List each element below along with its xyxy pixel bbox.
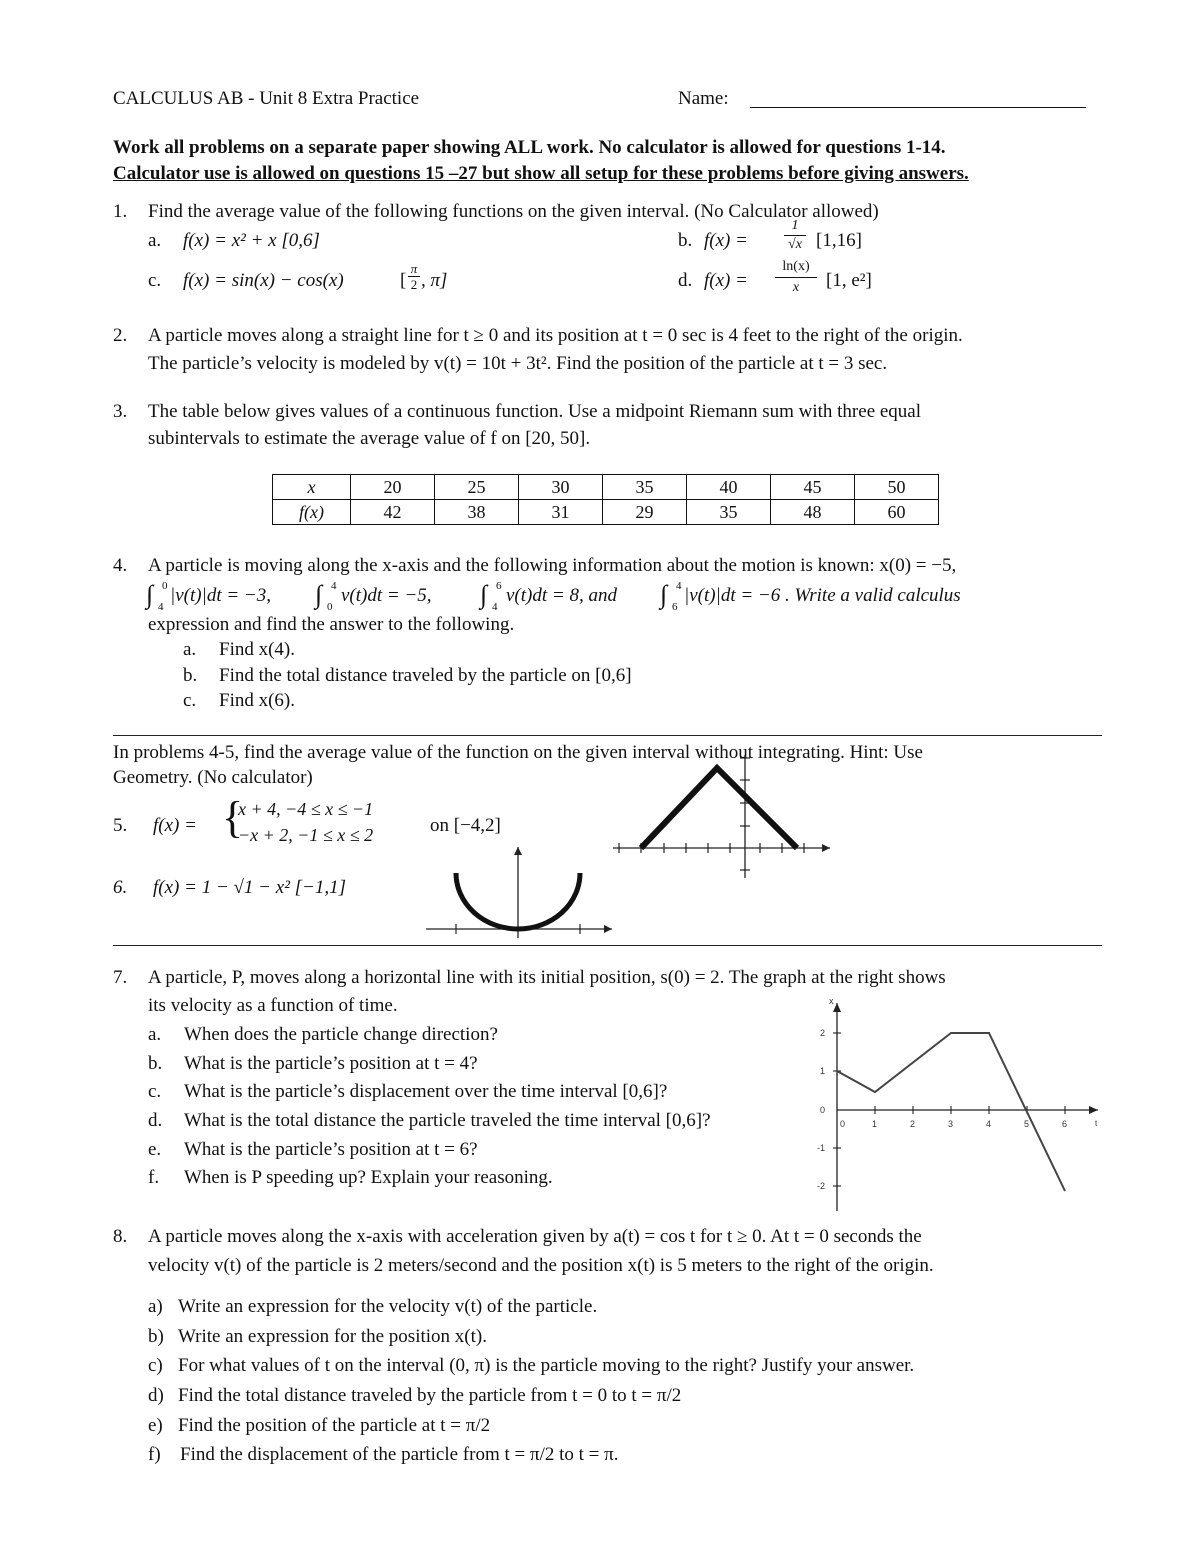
- q1c-pi-numerator: π: [410, 261, 418, 276]
- x-axis-arrow: [1089, 1106, 1098, 1114]
- q1c-expression: f(x) = sin(x) − cos(x): [183, 270, 344, 291]
- x-tick-label: 1: [872, 1119, 878, 1129]
- q5-number: 5.: [113, 815, 128, 836]
- q8e-label: e): [148, 1415, 163, 1436]
- q8a-text: Write an expression for the velocity v(t) of the particle.: [178, 1296, 598, 1317]
- q8e-text: Find the position of the particle at t = π/2: [178, 1415, 491, 1436]
- q2-number: 2.: [113, 325, 128, 346]
- x-axis-arrow: [604, 925, 612, 933]
- geometry-intro-line-2: Geometry. (No calculator): [113, 767, 313, 788]
- table-cell: 38: [435, 500, 519, 525]
- q5-function-left: f(x) =: [153, 815, 197, 836]
- table-cell: 48: [771, 500, 855, 525]
- q7a-text: When does the particle change direction?: [184, 1024, 498, 1045]
- integral-3-upper: 6: [496, 580, 502, 592]
- y-axis-arrow: [514, 847, 522, 855]
- q3-number: 3.: [113, 401, 128, 422]
- q8c-text: For what values of t on the interval (0, π) is the particle moving to the right? Justify your answer.: [178, 1355, 915, 1376]
- instructions-line-2: Calculator use is allowed on questions 15 –27 but show all setup for these problems before giving answers.: [113, 163, 969, 184]
- q1b-numerator: 1: [791, 218, 799, 233]
- q7f-label: f.: [148, 1167, 160, 1188]
- y-axis-arrow: [833, 1003, 841, 1012]
- q3-line-2: subintervals to estimate the average value of f on [20, 50].: [148, 428, 591, 449]
- section-divider-bottom: [113, 945, 1102, 946]
- q5-case-2: −x + 2, −1 ≤ x ≤ 2: [238, 825, 374, 845]
- integral-2-body: v(t)dt = −5,: [341, 585, 432, 606]
- table-header-x: x: [273, 475, 351, 500]
- q1d-fraction-bar: [775, 277, 817, 278]
- q8a-label: a): [148, 1296, 163, 1317]
- q7d-text: What is the total distance the particle traveled the time interval [0,6]?: [184, 1110, 711, 1131]
- q1c-bracket: [: [400, 270, 407, 291]
- table-cell: 42: [351, 500, 435, 525]
- q7a-label: a.: [148, 1024, 162, 1045]
- q5-case-1: x + 4, −4 ≤ x ≤ −1: [238, 799, 374, 819]
- integral-sign-1: ∫: [146, 580, 154, 609]
- integral-2-upper: 4: [331, 580, 337, 592]
- q1c-label: c.: [148, 270, 162, 291]
- q8d-text: Find the total distance traveled by the particle from t = 0 to t = π/2: [178, 1385, 682, 1406]
- q7-velocity-graph: [810, 995, 1105, 1215]
- q3-line-1: The table below gives values of a continuous function. Use a midpoint Riemann sum with three equal: [148, 401, 922, 422]
- integral-1-upper: 0: [162, 580, 168, 592]
- section-divider-top: [113, 735, 1102, 736]
- q7-line-2: its velocity as a function of time.: [148, 995, 398, 1016]
- table-cell: 29: [603, 500, 687, 525]
- y-tick-label: 2: [820, 1028, 826, 1038]
- table-cell: 60: [855, 500, 939, 525]
- integral-3-lower: 4: [492, 601, 498, 613]
- table-row-x: [273, 475, 939, 500]
- name-blank-line: [750, 107, 1086, 108]
- q8d-label: d): [148, 1385, 164, 1406]
- integral-4-lower: 6: [672, 601, 678, 613]
- q1a-expression: f(x) = x² + x [0,6]: [183, 230, 320, 251]
- q8-line-2: velocity v(t) of the particle is 2 meters/second and the position x(t) is 5 meters to the right of the origin.: [148, 1255, 934, 1276]
- q6-expression: f(x) = 1 − √1 − x² [−1,1]: [153, 877, 346, 898]
- q2-line-1: A particle moves along a straight line for t ≥ 0 and its position at t = 0 sec is 4 feet to the right of the origin.: [148, 325, 963, 346]
- q1c-interval-right: , π]: [421, 270, 448, 291]
- y-tick-label: -1: [817, 1143, 826, 1153]
- q5-interval: on [−4,2]: [430, 815, 501, 836]
- q4-number: 4.: [113, 555, 128, 576]
- q7f-text: When is P speeding up? Explain your reasoning.: [184, 1167, 553, 1188]
- table-cell: 31: [519, 500, 603, 525]
- table-cell: 35: [687, 500, 771, 525]
- q8f-label: f): [148, 1444, 161, 1465]
- table-cell: 20: [351, 475, 435, 500]
- triangle-function-curve: [641, 768, 797, 848]
- y-tick-label: 1: [820, 1066, 826, 1076]
- y-tick-label: 0: [820, 1105, 826, 1115]
- q7e-label: e.: [148, 1139, 162, 1160]
- q1-text: Find the average value of the following functions on the given interval. (No Calculator allowed): [148, 201, 879, 222]
- q4c-text: Find x(6).: [219, 690, 295, 711]
- q7-line-1: A particle, P, moves along a horizontal line with its initial position, s(0) = 2. The graph at the right shows: [148, 967, 946, 988]
- q6-number: 6.: [113, 877, 128, 898]
- q1b-denominator: √x: [788, 237, 802, 252]
- q8-number: 8.: [113, 1226, 128, 1247]
- x-tick-label: 4: [986, 1119, 992, 1129]
- integral-sign-4: ∫: [660, 580, 668, 609]
- table-cell: 40: [687, 475, 771, 500]
- name-label: Name:: [678, 88, 729, 109]
- table-cell: 35: [603, 475, 687, 500]
- q3-values-table: [272, 474, 939, 525]
- q4a-label: a.: [183, 639, 197, 660]
- q1a-label: a.: [148, 230, 162, 251]
- q1b-fraction-bar: [784, 235, 806, 236]
- q4b-text: Find the total distance traveled by the particle on [0,6]: [219, 665, 632, 686]
- x-tick-label: 0: [840, 1119, 846, 1129]
- table-cell: 50: [855, 475, 939, 500]
- q8b-label: b): [148, 1326, 164, 1347]
- q7b-label: b.: [148, 1053, 163, 1074]
- table-row-fx: [273, 500, 939, 525]
- table-cell: 45: [771, 475, 855, 500]
- q4a-text: Find x(4).: [219, 639, 295, 660]
- y-tick-labels: [817, 1028, 825, 1191]
- integral-4-upper: 4: [676, 580, 682, 592]
- integral-1-body: |v(t)|dt = −3,: [170, 585, 271, 606]
- table-cell: 30: [519, 475, 603, 500]
- q4-line-3: expression and find the answer to the following.: [148, 614, 515, 635]
- q4c-label: c.: [183, 690, 197, 711]
- q5-triangle-graph: [605, 750, 835, 880]
- integral-4-body: |v(t)|dt = −6 . Write a valid calculus: [684, 585, 961, 606]
- x-tick-label: 2: [910, 1119, 916, 1129]
- q2-line-2: The particle’s velocity is modeled by v(t) = 10t + 3t². Find the position of the particle at t = 3 sec.: [148, 353, 888, 374]
- instructions-line-1: Work all problems on a separate paper showing ALL work. No calculator is allowed for questions 1-14.: [113, 137, 946, 158]
- q4-line-1: A particle is moving along the x-axis and the following information about the motion is known: x(0) = −5,: [148, 555, 957, 576]
- q1b-label: b.: [678, 230, 693, 251]
- q8c-label: c): [148, 1355, 163, 1376]
- y-tick-label: -2: [817, 1181, 826, 1191]
- q8b-text: Write an expression for the position x(t).: [178, 1326, 487, 1347]
- q1c-pi-denominator: 2: [410, 277, 418, 292]
- q7-number: 7.: [113, 967, 128, 988]
- q7d-label: d.: [148, 1110, 163, 1131]
- x-tick-label: 3: [948, 1119, 954, 1129]
- x-axis-arrow: [822, 844, 830, 852]
- q7e-text: What is the particle’s position at t = 6?: [184, 1139, 478, 1160]
- q7c-text: What is the particle’s displacement over the time interval [0,6]?: [184, 1081, 668, 1102]
- table-header-fx: f(x): [273, 500, 351, 525]
- q1d-numerator: ln(x): [782, 259, 810, 274]
- y-axis-label: x: [829, 996, 834, 1006]
- q6-semicircle-graph: [422, 843, 617, 938]
- q1d-label: d.: [678, 270, 693, 291]
- worksheet-title: CALCULUS AB - Unit 8 Extra Practice: [113, 88, 420, 109]
- q8-line-1: A particle moves along the x-axis with acceleration given by a(t) = cos t for t ≥ 0. At t = 0 seconds the: [148, 1226, 922, 1247]
- x-axis-label: t: [1095, 1119, 1098, 1128]
- q1d-interval: [1, e²]: [826, 270, 872, 291]
- q7b-text: What is the particle’s position at t = 4?: [184, 1053, 478, 1074]
- q8f-text: Find the displacement of the particle from t = π/2 to t = π.: [180, 1444, 619, 1465]
- x-tick-label: 5: [1024, 1119, 1030, 1129]
- q7c-label: c.: [148, 1081, 162, 1102]
- integral-sign-2: ∫: [315, 580, 323, 609]
- integral-sign-3: ∫: [480, 580, 488, 609]
- q5-brace: {: [222, 793, 244, 842]
- q1b-expression: f(x) =: [704, 230, 748, 251]
- q1d-denominator: x: [792, 280, 800, 295]
- integral-1-lower: 4: [158, 601, 164, 613]
- x-tick-label: 6: [1062, 1119, 1068, 1129]
- table-cell: 25: [435, 475, 519, 500]
- integral-3-body: v(t)dt = 8, and: [506, 585, 617, 606]
- q1b-interval: [1,16]: [816, 230, 862, 251]
- q4b-label: b.: [183, 665, 198, 686]
- geometry-intro-line-1: In problems 4-5, find the average value of the function on the given interval without integrating. Hint: Use: [113, 742, 923, 763]
- q1d-expression: f(x) =: [704, 270, 748, 291]
- q1-number: 1.: [113, 201, 128, 222]
- integral-2-lower: 0: [327, 601, 333, 613]
